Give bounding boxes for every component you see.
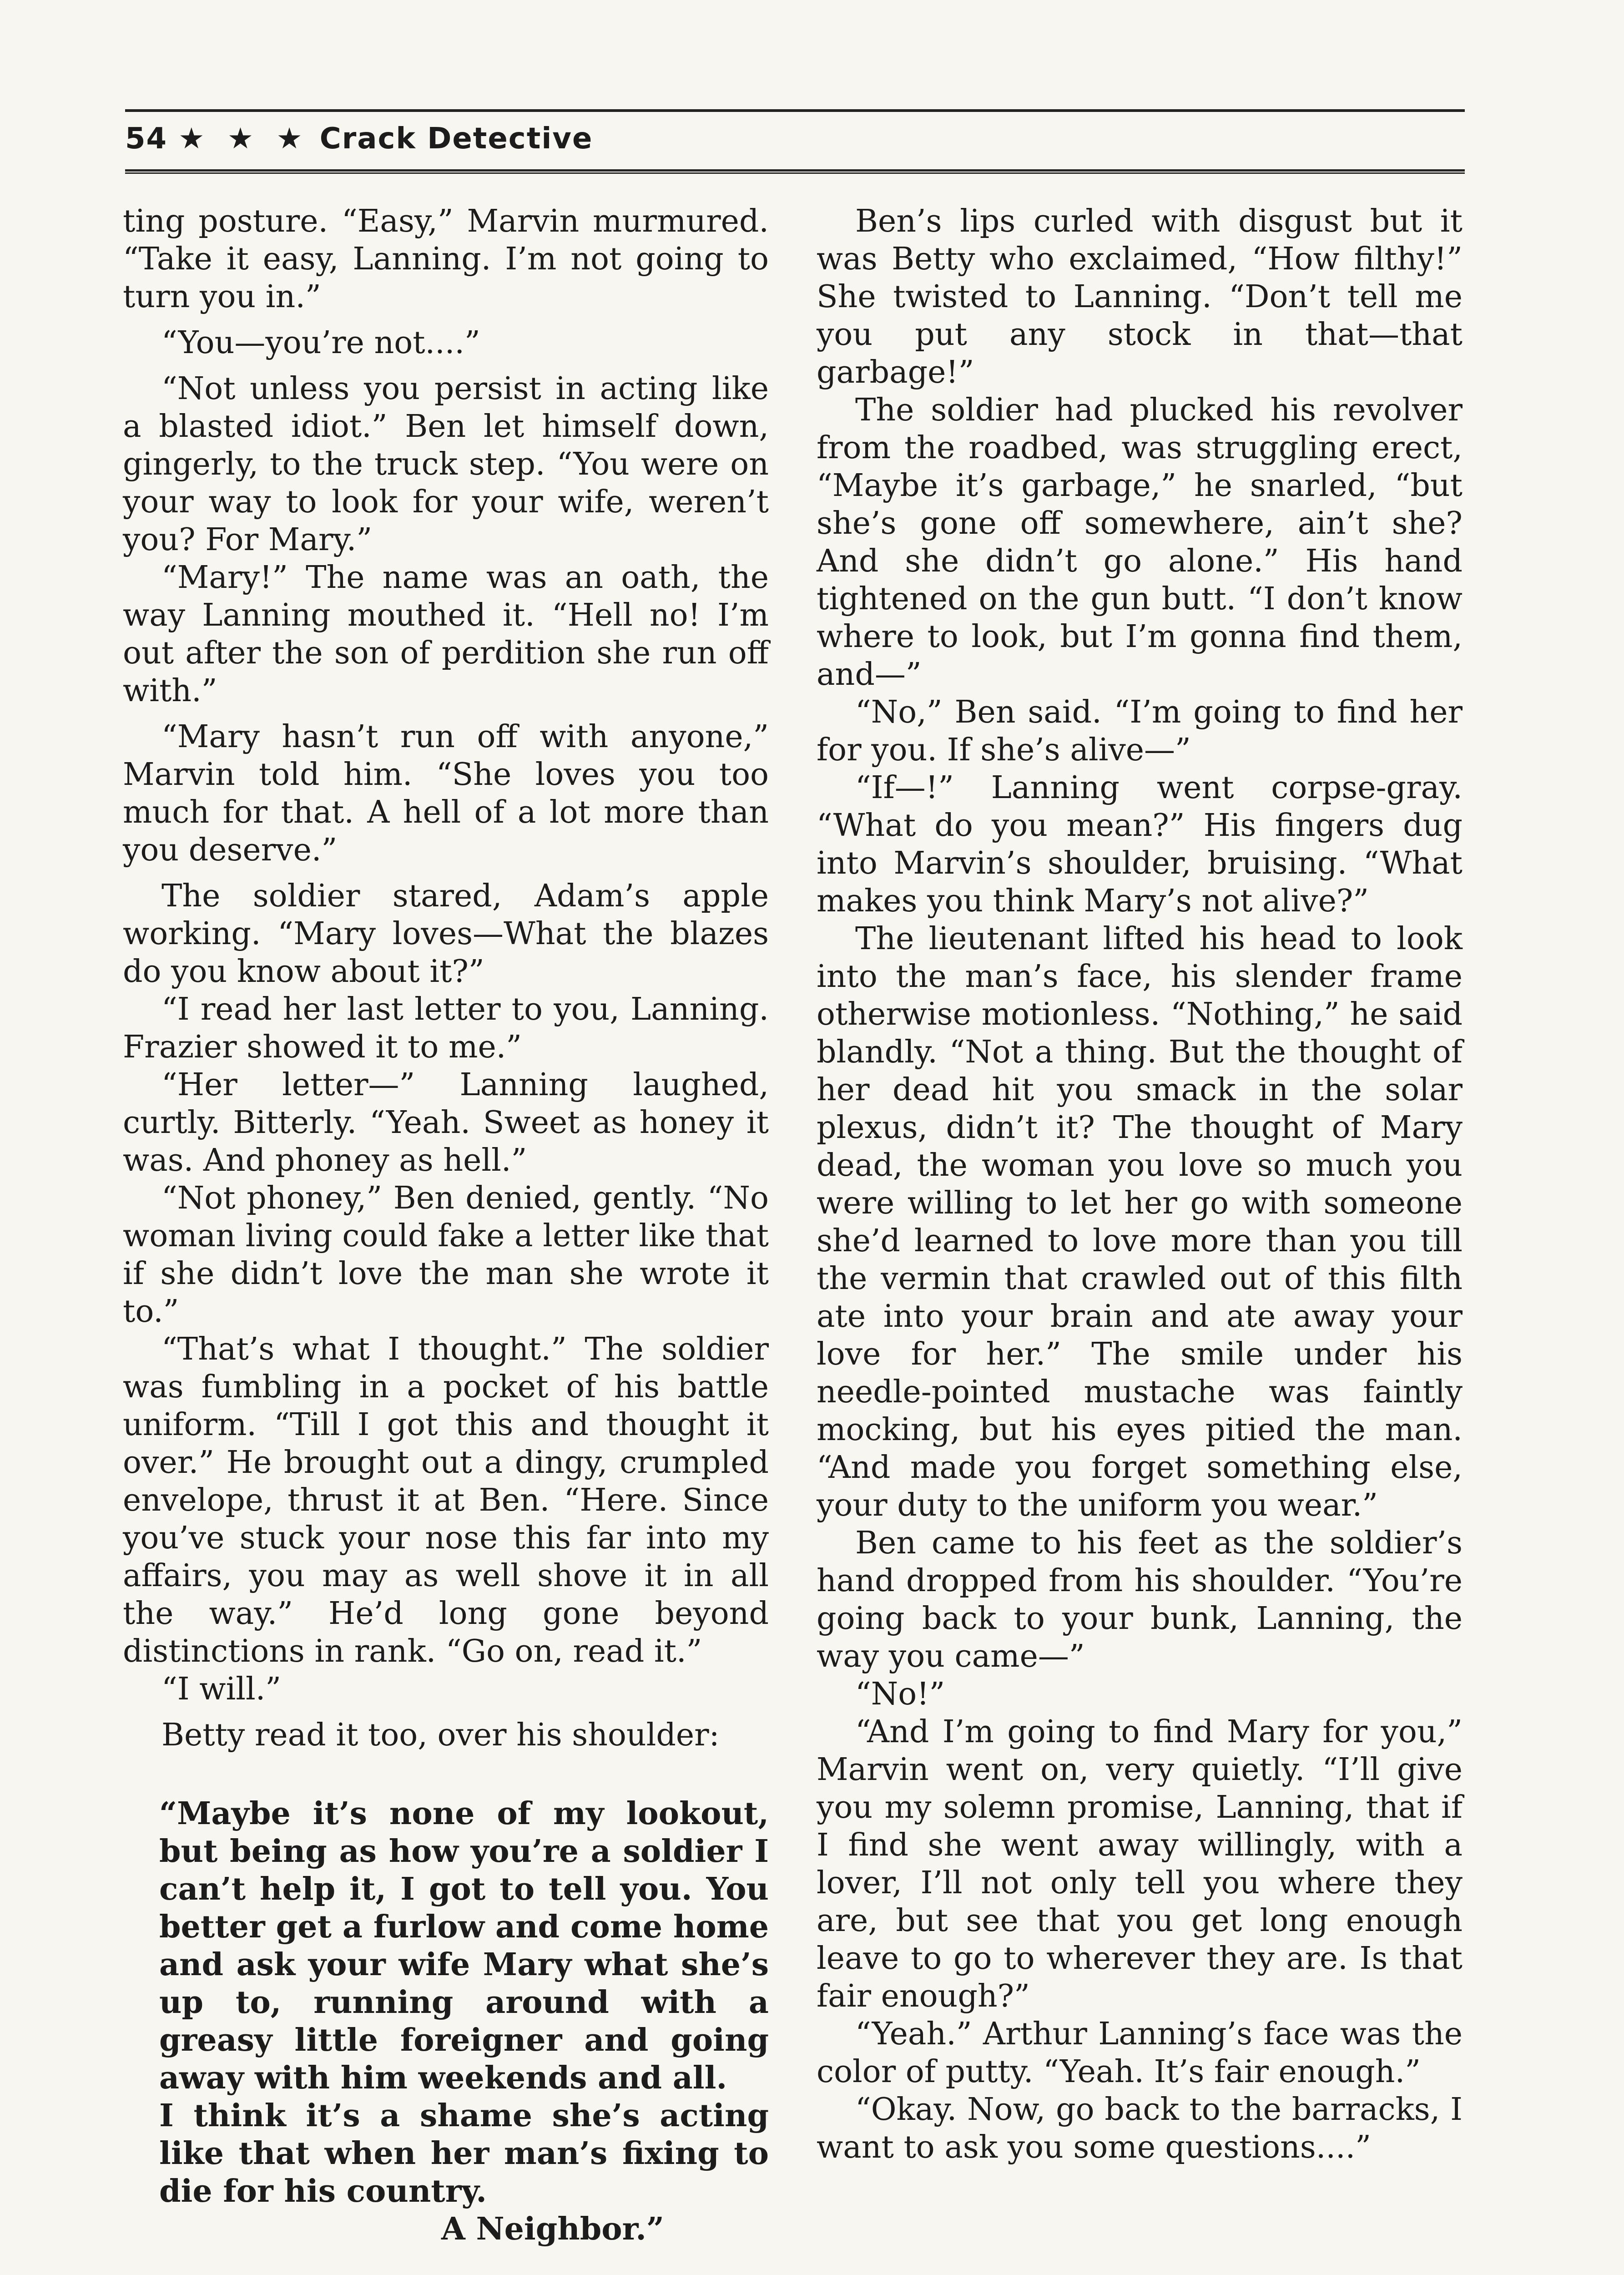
- paragraph: “Her letter—” Lanning laughed, curtly. Bitterly. “Yeah. Sweet as honey it was. And phoney as hell.”: [123, 1067, 769, 1178]
- paragraph: The lieutenant lifted his head to look into the man’s face, his slender frame otherwise motionless. “Nothing,” he said blandly. “Not a thing. But the thought of her dead hit you smack in the solar plexus, didn’t it? The thought of Mary dead, the woman you love so much you were willing to let her go with someone she’d learned to love more than you till the vermin that crawled out of this filth ate into your brain and ate away your love for her.” The smile under his needle-pointed mustache was faintly mocking, but his eyes pitied the man. “And made you forget something else, your duty to the uniform you wear.”: [817, 921, 1463, 1523]
- header-bottom-rule: [125, 169, 1465, 174]
- paragraph: “And I’m going to find Mary for you,” Marvin went on, very quietly. “I’ll give you my solemn promise, Lanning, that if I find she went away willingly, with a lover, I’ll not only tell you where they are, but see that you get long enough leave to go to wherever they are. Is that fair enough?”: [817, 1714, 1463, 2014]
- paragraph: “Not unless you persist in acting like a blasted idiot.” Ben let himself down, gingerly, to the truck step. “You were on your way to look for your wife, weren’t you? For Mary.”: [123, 371, 769, 558]
- paragraph: “Yeah.” Arthur Lanning’s face was the color of putty. “Yeah. It’s fair enough.”: [817, 2016, 1463, 2090]
- paragraph: “I read her last letter to you, Lanning. Frazier showed it to me.”: [123, 991, 769, 1065]
- paragraph: Ben came to his feet as the soldier’s hand dropped from his shoulder. “You’re going back to your bunk, Lanning, the way you came—”: [817, 1525, 1463, 1674]
- page-number: 54: [125, 122, 168, 156]
- paragraph: Ben’s lips curled with disgust but it was Betty who exclaimed, “How filthy!” She twisted to Lanning. “Don’t tell me you put any stock in that—that garbage!”: [817, 203, 1463, 390]
- running-header: [125, 114, 1465, 164]
- paragraph: “Okay. Now, go back to the barracks, I want to ask you some questions....”: [817, 2092, 1463, 2165]
- paragraph: “Not phoney,” Ben denied, gently. “No woman living could fake a letter like that if she didn’t love the man she wrote it to.”: [123, 1180, 769, 1330]
- letter-signature: A Neighbor.”: [441, 2211, 664, 2247]
- paragraph: The soldier stared, Adam’s apple working. “Mary loves—What the blazes do you know about it?”: [123, 878, 769, 990]
- header-top-rule: [125, 109, 1465, 112]
- quoted-letter: [159, 1795, 769, 2248]
- paragraph: “If—!” Lanning went corpse-gray. “What do you mean?” His fingers dug into Marvin’s shoulder, bruising. “What makes you think Mary’s not alive?”: [817, 770, 1463, 919]
- paragraph: The soldier had plucked his revolver from the roadbed, was struggling erect, “Maybe it’s garbage,” he snarled, “but she’s gone off somewhere, ain’t she? And she didn’t go alone.” His hand tightened on the gun butt. “I don’t know where to look, but I’m gonna find them, and—”: [817, 392, 1463, 693]
- left-column: [123, 202, 769, 2248]
- letter-paragraph: “Maybe it’s none of my lookout, but being as how you’re a soldier I can’t help it, I got to tell you. You better get a furlow and come home and ask your wife Mary what she’s up to, running around with a greasy little foreigner and going away with him weekends and all.: [159, 1795, 769, 2096]
- letter-paragraph: I think it’s a shame she’s acting like that when her man’s fixing to die for his country.: [159, 2098, 769, 2209]
- paragraph: “No,” Ben said. “I’m going to find her for you. If she’s alive—”: [817, 694, 1463, 768]
- paragraph: ting posture. “Easy,” Marvin murmured. “Take it easy, Lanning. I’m not going to turn you in.”: [123, 203, 769, 315]
- magazine-title: Crack Detective: [319, 122, 593, 156]
- paragraph: “That’s what I thought.” The soldier was fumbling in a pocket of his battle uniform. “Till I got this and thought it over.” He brought out a dingy, crumpled envelope, thrust it at Ben. “Here. Since you’ve stuck your nose this far into my affairs, you may as well shove it in all the way.” He’d long gone beyond distinctions in rank. “Go on, read it.”: [123, 1331, 769, 1669]
- paragraph: “I will.”: [161, 1671, 282, 1707]
- paragraph: “Mary!” The name was an oath, the way Lanning mouthed it. “Hell no! I’m out after the son of perdition she run off with.”: [123, 560, 769, 709]
- paragraph: “No!”: [855, 1676, 945, 1712]
- paragraph: “You—you’re not....”: [161, 325, 480, 361]
- paragraph: Betty read it too, over his shoulder:: [161, 1717, 720, 1753]
- right-column: [817, 202, 1463, 2166]
- paragraph: “Mary hasn’t run off with anyone,” Marvin told him. “She loves you too much for that. A hell of a lot more than you deserve.”: [123, 719, 769, 868]
- header-stars: ★ ★ ★: [178, 122, 309, 156]
